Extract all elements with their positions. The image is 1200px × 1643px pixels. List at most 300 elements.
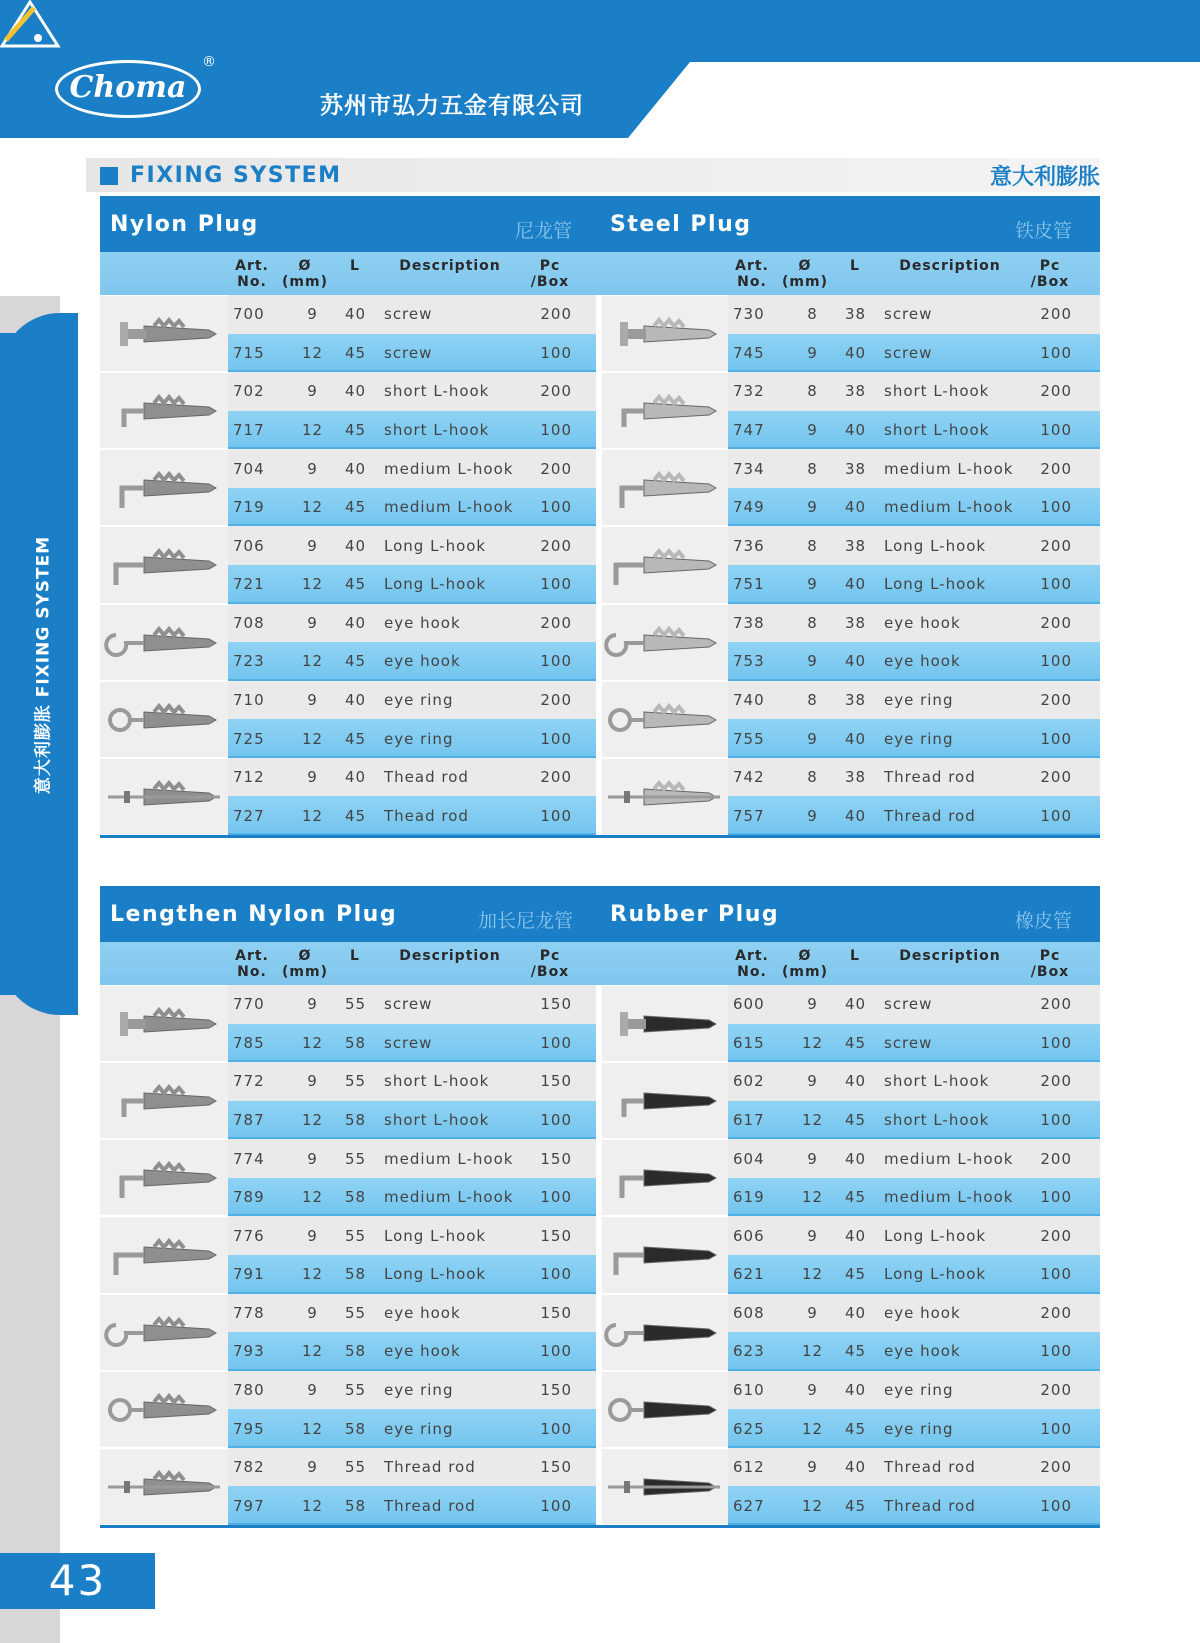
table-row	[228, 411, 600, 450]
description-cell: eye ring	[884, 1380, 954, 1399]
pc-box-cell: 100	[1040, 1496, 1072, 1515]
description-cell: medium L-hook	[884, 459, 1014, 478]
length-cell: 55	[345, 1072, 367, 1091]
short-l-hook-plug-icon	[604, 1067, 724, 1136]
table-row	[228, 1062, 600, 1101]
pc-box-cell: 100	[540, 420, 572, 439]
left-art-header-line2: No.	[237, 274, 267, 290]
left-diameter-header	[280, 258, 330, 290]
diameter-cell: 12	[801, 1265, 824, 1284]
eye-ring-plug-icon	[604, 1376, 724, 1445]
right-length-header	[845, 948, 865, 964]
description-cell: short L-hook	[384, 1072, 490, 1091]
pc-box-cell: 100	[540, 1033, 572, 1052]
description-cell: Long L-hook	[384, 536, 487, 555]
pc-box-cell: 100	[1040, 652, 1072, 671]
description-cell: eye hook	[384, 613, 461, 632]
table-row	[228, 1255, 600, 1294]
screw-plug-icon	[604, 990, 724, 1059]
art-no-cell: 723	[233, 652, 265, 671]
medium-l-hook-plug-icon	[104, 454, 224, 523]
table-row	[728, 334, 1100, 373]
left-art-header	[232, 948, 272, 980]
art-no-cell: 730	[733, 305, 765, 324]
long-l-hook-plug-icon	[104, 531, 224, 600]
description-cell: eye hook	[384, 652, 461, 671]
diameter-cell: 9	[807, 575, 818, 594]
table-row	[728, 565, 1100, 604]
diameter-cell: 9	[307, 459, 318, 478]
right-pc-box-header-line1: Pc	[1039, 258, 1061, 274]
length-cell: 40	[845, 343, 867, 362]
table-bottom-line	[100, 835, 1100, 838]
product-image	[100, 527, 228, 602]
pc-box-cell: 200	[1040, 1226, 1072, 1245]
right-pc-box-header-line2: /Box	[1030, 274, 1070, 290]
pc-box-cell: 200	[540, 305, 572, 324]
art-no-cell: 706	[233, 536, 265, 555]
right-table-title-cn: 橡皮管	[1015, 910, 1073, 932]
length-cell: 38	[845, 768, 867, 787]
diameter-cell: 12	[301, 1110, 324, 1129]
length-cell: 38	[845, 459, 867, 478]
art-no-cell: 612	[733, 1458, 765, 1477]
product-image	[600, 1372, 728, 1447]
diameter-cell: 9	[307, 1072, 318, 1091]
art-no-cell: 772	[233, 1072, 265, 1091]
table-row	[228, 1486, 600, 1525]
pc-box-cell: 200	[1040, 1149, 1072, 1168]
diameter-cell: 12	[301, 1496, 324, 1515]
length-cell: 55	[345, 1380, 367, 1399]
pc-box-cell: 200	[1040, 995, 1072, 1014]
table-row	[728, 796, 1100, 835]
description-cell: screw	[884, 343, 933, 362]
page-number: 43	[0, 1553, 155, 1609]
right-length-header-line2: L	[850, 948, 860, 964]
right-length-header	[845, 258, 865, 274]
diameter-cell: 8	[807, 536, 818, 555]
pc-box-cell: 100	[1040, 1110, 1072, 1129]
table-row	[228, 681, 600, 720]
art-no-cell: 610	[733, 1380, 765, 1399]
pc-box-cell: 150	[540, 1072, 572, 1091]
length-cell: 45	[345, 806, 367, 825]
art-no-cell: 621	[733, 1265, 765, 1284]
pc-box-cell: 100	[540, 498, 572, 517]
table-row	[228, 604, 600, 643]
description-cell: medium L-hook	[384, 1149, 514, 1168]
company-name: 苏州市弘力五金有限公司	[320, 93, 584, 119]
pc-box-cell: 100	[540, 806, 572, 825]
length-cell: 45	[345, 729, 367, 748]
left-table-body	[100, 295, 600, 835]
art-no-cell: 782	[233, 1458, 265, 1477]
right-art-header-line2: No.	[737, 274, 767, 290]
art-no-cell: 749	[733, 498, 765, 517]
diameter-cell: 12	[801, 1188, 824, 1207]
left-table-title: Nylon Plug	[110, 212, 259, 237]
table-row	[728, 1448, 1100, 1487]
description-cell: medium L-hook	[884, 498, 1014, 517]
diameter-cell: 12	[301, 1188, 324, 1207]
right-diameter-header-line1: Ø	[798, 258, 812, 274]
length-cell: 38	[845, 536, 867, 555]
art-no-cell: 606	[733, 1226, 765, 1245]
screw-plug-icon	[104, 300, 224, 369]
product-image	[600, 373, 728, 448]
table-row	[228, 1139, 600, 1178]
table-row	[228, 565, 600, 604]
screw-plug-icon	[104, 990, 224, 1059]
left-description-header	[385, 258, 515, 274]
pc-box-cell: 200	[1040, 768, 1072, 787]
table-row	[728, 1216, 1100, 1255]
art-no-cell: 727	[233, 806, 265, 825]
art-no-cell: 774	[233, 1149, 265, 1168]
description-cell: eye ring	[384, 1419, 454, 1438]
product-image	[100, 373, 228, 448]
table-row	[728, 1332, 1100, 1371]
diameter-cell: 8	[807, 768, 818, 787]
art-no-cell: 710	[233, 690, 265, 709]
description-cell: Long L-hook	[384, 1226, 487, 1245]
length-cell: 58	[345, 1419, 367, 1438]
diameter-cell: 9	[307, 613, 318, 632]
art-no-cell: 708	[233, 613, 265, 632]
right-description-header-line2: Description	[899, 948, 1001, 964]
description-cell: medium L-hook	[384, 459, 514, 478]
table-row	[228, 1216, 600, 1255]
description-cell: short L-hook	[384, 1110, 490, 1129]
section-title-en: FIXING SYSTEM	[130, 163, 342, 188]
left-diameter-header-line1: Ø	[298, 948, 312, 964]
pc-box-cell: 100	[1040, 1188, 1072, 1207]
pc-box-cell: 200	[1040, 459, 1072, 478]
medium-l-hook-plug-icon	[604, 454, 724, 523]
art-no-cell: 721	[233, 575, 265, 594]
art-no-cell: 602	[733, 1072, 765, 1091]
left-pc-box-header-line2: /Box	[530, 274, 570, 290]
table-row	[228, 372, 600, 411]
length-cell: 40	[845, 1226, 867, 1245]
table-row	[228, 796, 600, 835]
pc-box-cell: 200	[1040, 305, 1072, 324]
right-art-header-line2: No.	[737, 964, 767, 980]
left-table-title-cn: 加长尼龙管	[478, 910, 574, 932]
length-cell: 58	[345, 1265, 367, 1284]
table-row	[728, 1024, 1100, 1063]
table-row	[228, 526, 600, 565]
left-pc-box-header-line1: Pc	[539, 258, 561, 274]
table-row	[728, 372, 1100, 411]
description-cell: Thread rod	[884, 768, 976, 787]
left-diameter-header	[280, 948, 330, 980]
product-image	[600, 1217, 728, 1292]
company-emblem-icon	[0, 0, 70, 50]
art-no-cell: 715	[233, 343, 265, 362]
right-art-header	[732, 258, 772, 290]
diameter-cell: 9	[307, 768, 318, 787]
diameter-cell: 9	[807, 1149, 818, 1168]
table-row	[228, 719, 600, 758]
right-table-title: Rubber Plug	[610, 902, 780, 927]
pc-box-cell: 100	[540, 1419, 572, 1438]
table-bottom-line	[100, 1525, 1100, 1528]
diameter-cell: 12	[801, 1419, 824, 1438]
art-no-cell: 608	[733, 1303, 765, 1322]
pc-box-cell: 200	[540, 768, 572, 787]
art-no-cell: 791	[233, 1265, 265, 1284]
description-cell: short L-hook	[384, 420, 490, 439]
length-cell: 45	[345, 575, 367, 594]
table-row	[228, 1101, 600, 1140]
left-description-header-line2: Description	[399, 258, 501, 274]
table-header-row	[100, 252, 1100, 295]
table-row	[228, 449, 600, 488]
description-cell: medium L-hook	[384, 1188, 514, 1207]
length-cell: 40	[845, 1380, 867, 1399]
art-no-cell: 702	[233, 382, 265, 401]
table-row	[728, 295, 1100, 334]
diameter-cell: 12	[301, 729, 324, 748]
pc-box-cell: 200	[540, 536, 572, 555]
description-cell: Thread rod	[384, 1458, 476, 1477]
description-cell: short L-hook	[884, 1072, 990, 1091]
pc-box-cell: 200	[1040, 1072, 1072, 1091]
product-image	[600, 605, 728, 680]
description-cell: Thread rod	[384, 1496, 476, 1515]
length-cell: 40	[345, 536, 367, 555]
length-cell: 40	[845, 1458, 867, 1477]
pc-box-cell: 200	[540, 690, 572, 709]
table-row	[228, 1178, 600, 1217]
length-cell: 40	[845, 498, 867, 517]
table-row	[228, 488, 600, 527]
art-no-cell: 789	[233, 1188, 265, 1207]
diameter-cell: 12	[801, 1110, 824, 1129]
left-pc-box-header	[525, 258, 575, 290]
right-table-title: Steel Plug	[610, 212, 752, 237]
pc-box-cell: 150	[540, 1303, 572, 1322]
left-diameter-header-line2: (mm)	[282, 274, 328, 290]
long-l-hook-plug-icon	[604, 1221, 724, 1290]
art-no-cell: 795	[233, 1419, 265, 1438]
description-cell: screw	[884, 305, 933, 324]
description-cell: Long L-hook	[884, 575, 987, 594]
long-l-hook-plug-icon	[104, 1221, 224, 1290]
side-tab-label: 意大利膨胀 FIXING SYSTEM	[33, 535, 54, 795]
length-cell: 40	[345, 305, 367, 324]
diameter-cell: 9	[307, 305, 318, 324]
left-length-header-line2: L	[350, 258, 360, 274]
description-cell: Long L-hook	[884, 1265, 987, 1284]
art-no-cell: 785	[233, 1033, 265, 1052]
table-row	[228, 758, 600, 797]
diameter-cell: 12	[301, 1033, 324, 1052]
description-cell: Thead rod	[384, 806, 469, 825]
description-cell: Thread rod	[884, 1496, 976, 1515]
pc-box-cell: 200	[540, 382, 572, 401]
diameter-cell: 9	[807, 420, 818, 439]
diameter-cell: 9	[307, 1149, 318, 1168]
diameter-cell: 9	[807, 729, 818, 748]
left-pc-box-header-line1: Pc	[539, 948, 561, 964]
length-cell: 38	[845, 382, 867, 401]
pc-box-cell: 100	[540, 1110, 572, 1129]
description-cell: short L-hook	[884, 1110, 990, 1129]
art-no-cell: 747	[733, 420, 765, 439]
length-cell: 55	[345, 1458, 367, 1477]
right-table-body	[600, 295, 1100, 835]
art-no-cell: 625	[733, 1419, 765, 1438]
diameter-cell: 9	[307, 1303, 318, 1322]
long-l-hook-plug-icon	[604, 531, 724, 600]
pc-box-cell: 150	[540, 1458, 572, 1477]
diameter-cell: 8	[807, 382, 818, 401]
eye-ring-plug-icon	[104, 686, 224, 755]
length-cell: 40	[845, 729, 867, 748]
pc-box-cell: 100	[540, 1188, 572, 1207]
diameter-cell: 12	[301, 343, 324, 362]
length-cell: 55	[345, 1149, 367, 1168]
right-table-title-cn: 铁皮管	[1015, 220, 1073, 242]
pc-box-cell: 100	[1040, 1033, 1072, 1052]
diameter-cell: 9	[807, 498, 818, 517]
table-row	[728, 681, 1100, 720]
pc-box-cell: 200	[1040, 1458, 1072, 1477]
art-no-cell: 736	[733, 536, 765, 555]
table-row	[728, 526, 1100, 565]
diameter-cell: 12	[801, 1342, 824, 1361]
length-cell: 58	[345, 1188, 367, 1207]
length-cell: 40	[845, 806, 867, 825]
length-cell: 45	[845, 1419, 867, 1438]
length-cell: 58	[345, 1033, 367, 1052]
description-cell: screw	[384, 343, 433, 362]
right-diameter-header	[780, 948, 830, 980]
diameter-cell: 8	[807, 459, 818, 478]
length-cell: 45	[345, 420, 367, 439]
product-image	[600, 986, 728, 1061]
short-l-hook-plug-icon	[604, 377, 724, 446]
product-image	[100, 759, 228, 834]
table-row	[728, 488, 1100, 527]
pc-box-cell: 100	[540, 343, 572, 362]
right-description-header-line2: Description	[899, 258, 1001, 274]
table-row	[228, 1332, 600, 1371]
description-cell: Thread rod	[884, 1458, 976, 1477]
table-row	[728, 604, 1100, 643]
diameter-cell: 8	[807, 690, 818, 709]
pc-box-cell: 100	[540, 575, 572, 594]
eye-hook-plug-icon	[104, 609, 224, 678]
table-row	[228, 985, 600, 1024]
length-cell: 40	[345, 459, 367, 478]
table-row	[228, 1294, 600, 1333]
art-no-cell: 738	[733, 613, 765, 632]
diameter-cell: 12	[301, 1419, 324, 1438]
table-title-bar	[100, 196, 1100, 252]
art-no-cell: 604	[733, 1149, 765, 1168]
length-cell: 55	[345, 1226, 367, 1245]
length-cell: 45	[845, 1110, 867, 1129]
length-cell: 45	[345, 343, 367, 362]
table-title-bar	[100, 886, 1100, 942]
left-pc-box-header-line2: /Box	[530, 964, 570, 980]
length-cell: 40	[845, 575, 867, 594]
table-row	[728, 1101, 1100, 1140]
length-cell: 40	[845, 1303, 867, 1322]
diameter-cell: 9	[807, 343, 818, 362]
description-cell: eye hook	[884, 652, 961, 671]
short-l-hook-plug-icon	[104, 377, 224, 446]
length-cell: 38	[845, 613, 867, 632]
description-cell: Thread rod	[884, 806, 976, 825]
art-no-cell: 725	[233, 729, 265, 748]
description-cell: eye ring	[384, 729, 454, 748]
length-cell: 38	[845, 305, 867, 324]
length-cell: 38	[845, 690, 867, 709]
product-image	[600, 1295, 728, 1370]
description-cell: medium L-hook	[884, 1149, 1014, 1168]
diameter-cell: 12	[301, 652, 324, 671]
left-art-header-line1: Art.	[235, 948, 269, 964]
product-image	[600, 527, 728, 602]
diameter-cell: 12	[301, 806, 324, 825]
diameter-cell: 12	[301, 575, 324, 594]
pc-box-cell: 200	[540, 459, 572, 478]
diameter-cell: 9	[807, 995, 818, 1014]
right-diameter-header-line2: (mm)	[782, 964, 828, 980]
pc-box-cell: 100	[540, 729, 572, 748]
product-image	[100, 1063, 228, 1138]
right-pc-box-header-line2: /Box	[1030, 964, 1070, 980]
description-cell: eye hook	[384, 1342, 461, 1361]
length-cell: 58	[345, 1342, 367, 1361]
art-no-cell: 717	[233, 420, 265, 439]
art-no-cell: 615	[733, 1033, 765, 1052]
table-row	[228, 1448, 600, 1487]
table-row	[228, 295, 600, 334]
art-no-cell: 793	[233, 1342, 265, 1361]
table-row	[228, 1024, 600, 1063]
diameter-cell: 12	[801, 1496, 824, 1515]
art-no-cell: 757	[733, 806, 765, 825]
diameter-cell: 9	[307, 382, 318, 401]
thread-rod-plug-icon	[604, 763, 724, 832]
length-cell: 45	[845, 1265, 867, 1284]
length-cell: 40	[345, 690, 367, 709]
right-art-header-line1: Art.	[735, 948, 769, 964]
left-diameter-header-line1: Ø	[298, 258, 312, 274]
diameter-cell: 12	[801, 1033, 824, 1052]
description-cell: screw	[884, 995, 933, 1014]
diameter-cell: 9	[307, 1226, 318, 1245]
product-image	[100, 605, 228, 680]
pc-box-cell: 100	[540, 1265, 572, 1284]
medium-l-hook-plug-icon	[104, 1144, 224, 1213]
table-row	[728, 1294, 1100, 1333]
diameter-cell: 9	[807, 1303, 818, 1322]
screw-plug-icon	[604, 300, 724, 369]
description-cell: eye ring	[884, 729, 954, 748]
header-band	[0, 0, 1200, 140]
pc-box-cell: 100	[1040, 343, 1072, 362]
left-art-header-line1: Art.	[235, 258, 269, 274]
product-image	[100, 986, 228, 1061]
eye-hook-plug-icon	[604, 609, 724, 678]
